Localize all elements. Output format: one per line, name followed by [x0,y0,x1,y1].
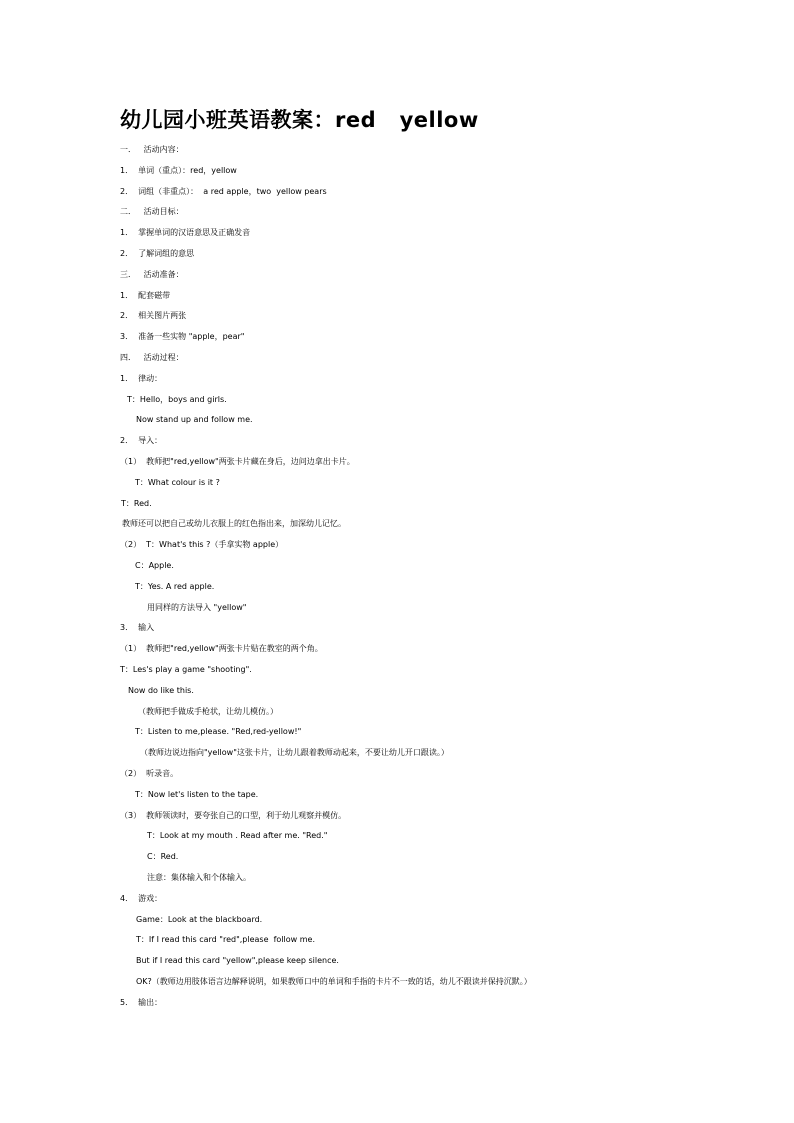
text-line: 3． 输入 [120,623,155,632]
text-line: （1） 教师把"red,yellow"两张卡片贴在教室的两个角。 [120,644,323,653]
section-heading: 三． 活动准备： [120,270,184,279]
text-line: T：Listen to me,please. "Red,red-yellow!" [135,727,302,736]
text-line: T：Yes. A red apple. [135,582,215,591]
section-heading: 一． 活动内容： [120,145,184,154]
text-line: 2． 词组（非重点）： a red apple，two yellow pears [120,187,327,196]
text-line: 1． 单词（重点）：red，yellow [120,166,237,175]
text-line: （3） 教师领读时，要夸张自己的口型，利于幼儿观察并模仿。 [120,811,347,820]
text-line: 教师还可以把自己或幼儿衣服上的红色指出来，加深幼儿记忆。 [122,519,346,528]
text-line: 1． 配套磁带 [120,291,171,300]
text-line: T：Red. [121,499,152,508]
text-line: C：Red. [147,852,179,861]
text-line: 2． 相关图片两张 [120,311,187,320]
text-line: 用同样的方法导入 "yellow" [147,603,247,612]
text-line: T：Les's play a game "shooting". [120,665,252,674]
section-heading: 四． 活动过程： [120,353,184,362]
text-line: （1） 教师把"red,yellow"两张卡片藏在身后，边问边拿出卡片。 [120,457,355,466]
text-line: （教师把手做成手枪状，让幼儿模仿。） [138,707,278,716]
text-line: OK?（教师边用肢体语言边解释说明，如果教师口中的单词和手指的卡片不一致的话，幼儿不跟读并保持沉默。） [136,977,532,986]
text-line: Now stand up and follow me. [136,415,253,424]
text-line: （2） 听录音。 [120,769,179,778]
text-line: C：Apple. [135,561,174,570]
text-line: Now do like this. [128,686,194,695]
text-line: Game：Look at the blackboard. [136,915,263,924]
text-line: T：What colour is it ? [135,478,220,487]
text-line: T：Hello，boys and girls. [127,395,227,404]
text-line: 4． 游戏： [120,894,163,903]
text-line: 1． 掌握单词的汉语意思及正确发音 [120,228,251,237]
text-line: But if I read this card "yellow",please keep silence. [136,956,339,965]
text-line: T：Look at my mouth . Read after me. "Red." [147,831,328,840]
text-line: （教师边说边指向"yellow"这张卡片，让幼儿跟着教师动起来，不要让幼儿开口跟读。） [140,748,449,757]
text-line: 2． 导入： [120,436,163,445]
text-line: 3． 准备一些实物 "apple，pear" [120,332,245,341]
page-title: 幼儿园小班英语教案：red yellow [120,108,479,132]
text-line: 注意：集体输入和个体输入。 [147,873,251,882]
text-line: 5． 输出： [120,998,163,1007]
text-line: 2． 了解词组的意思 [120,249,195,258]
text-line: （2） T：What's this ?（手拿实物 apple） [120,540,284,549]
section-heading: 二． 活动目标： [120,207,184,216]
text-line: T：If I read this card "red",please follow me. [136,935,315,944]
text-line: 1． 律动： [120,374,163,383]
text-line: T：Now let's listen to the tape. [135,790,259,799]
